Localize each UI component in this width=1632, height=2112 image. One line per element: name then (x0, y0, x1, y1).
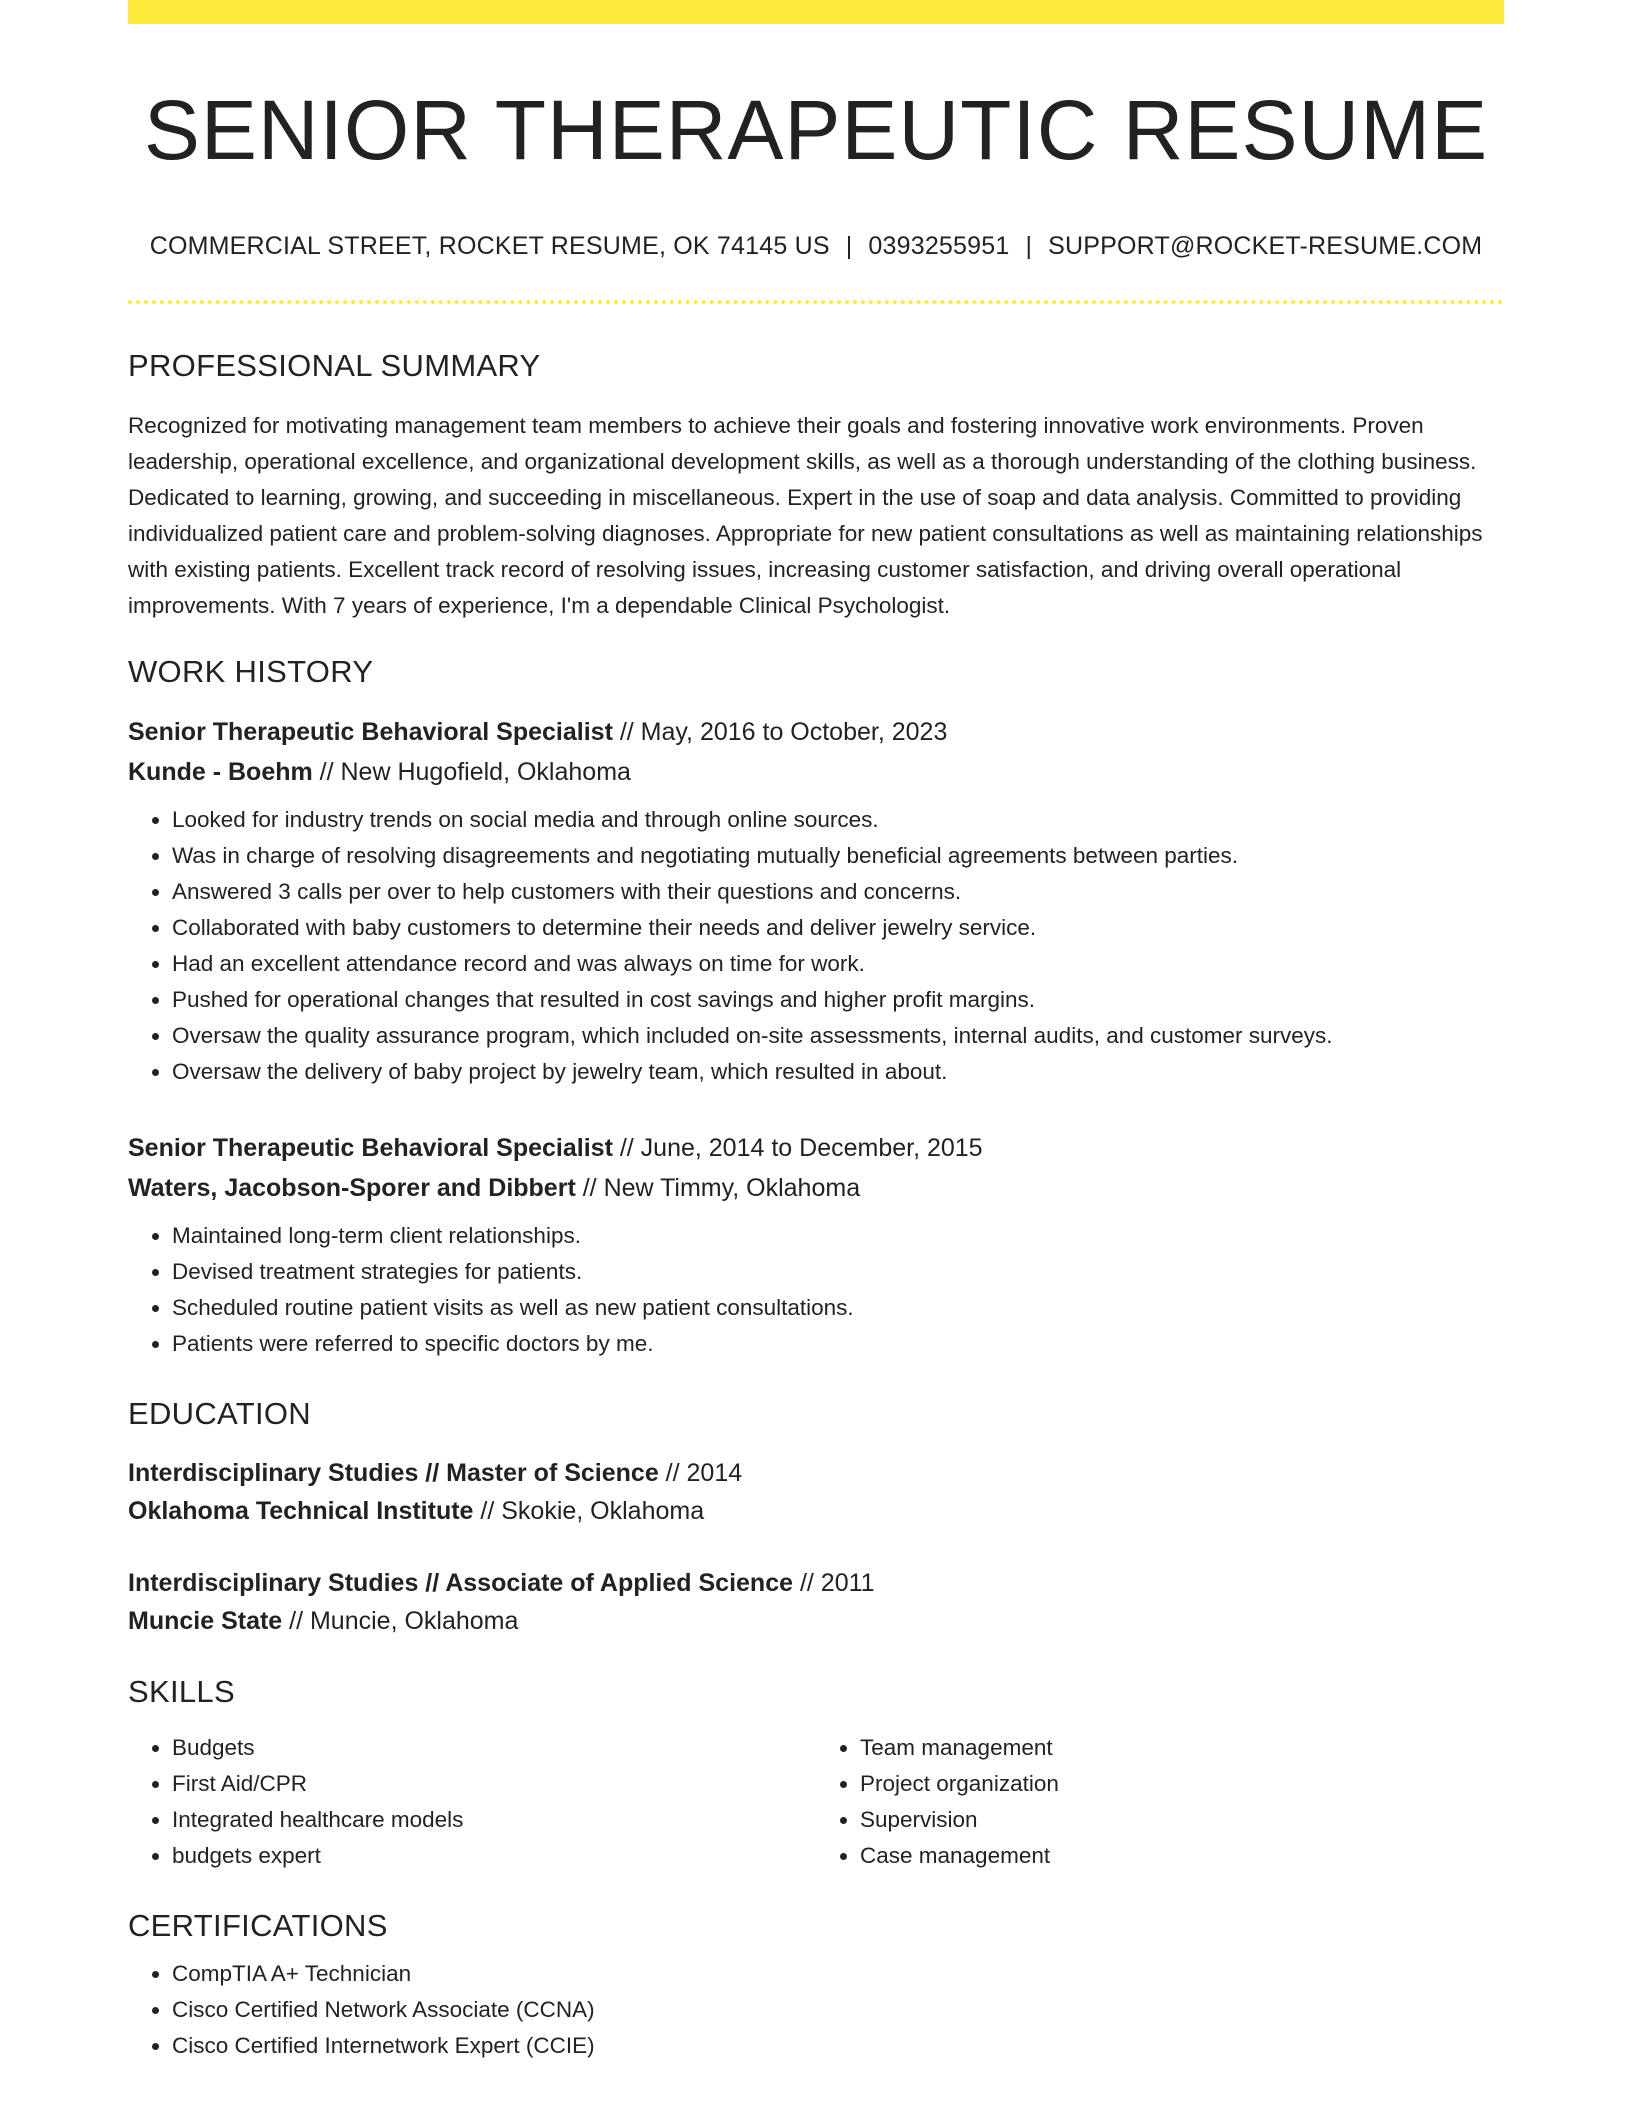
job-entry (128, 712, 1504, 1090)
education-year: // 2011 (793, 1569, 875, 1597)
list-item: • Integrated healthcare models (172, 1802, 816, 1838)
job-role-line (128, 1128, 1504, 1168)
contact-email: SUPPORT@ROCKET-RESUME.COM (1048, 232, 1483, 260)
job-entry (128, 1128, 1504, 1362)
list-item: • Patients were referred to specific doctors by me. (172, 1326, 1504, 1362)
job-company: Kunde - Boehm (128, 758, 313, 786)
resume-content (128, 0, 1504, 2064)
education-degree: Interdisciplinary Studies // Associate of Applied Science (128, 1569, 794, 1597)
education-heading: EDUCATION (128, 1396, 311, 1431)
contact-separator: | (845, 232, 853, 260)
job-role-line (128, 712, 1504, 752)
summary-text: Recognized for motivating management team members to achieve their goals and fostering innovative work environments. Proven leadership, operational excellence, and organizational development skills, as well as a thorough understanding of the clothing business. Dedicated to learning, growing, and succeeding in miscellaneous. Expert in the use of soap and data analysis. Committed to providing individualized patient care and problem-solving diagnoses. Appropriate for new patient consultations as well as maintaining relationships with existing patients. Excellent track record of resolving issues, increasing customer satisfaction, and driving overall operational improvements. With 7 years of experience, I'm a dependable Clinical Psychologist. (128, 413, 1483, 618)
job-location: // New Timmy, Oklahoma (575, 1174, 861, 1202)
contact-line (128, 230, 1504, 262)
contact-address: COMMERCIAL STREET, ROCKET RESUME, OK 74145 US (149, 232, 830, 260)
list-item: • Looked for industry trends on social media and through online sources. (172, 802, 1504, 838)
list-item: • Collaborated with baby customers to determine their needs and deliver jewelry service. (172, 910, 1504, 946)
list-item: • Oversaw the quality assurance program, which included on-site assessments, internal audits, and customer surveys. (172, 1018, 1504, 1054)
job-dates: // May, 2016 to October, 2023 (612, 718, 948, 746)
education-school-line (128, 1492, 1504, 1530)
education-entry (128, 1564, 1504, 1640)
list-item: • Cisco Certified Internetwork Expert (CCIE) (172, 2028, 1504, 2064)
dotted-divider (128, 300, 1504, 304)
job-dates: // June, 2014 to December, 2015 (612, 1134, 983, 1162)
education-school-line (128, 1602, 1504, 1640)
list-item: • Cisco Certified Network Associate (CCNA) (172, 1992, 1504, 2028)
list-item: • Oversaw the delivery of baby project by jewelry team, which resulted in about. (172, 1054, 1504, 1090)
list-item: • Case management (860, 1838, 1504, 1874)
education-degree: Interdisciplinary Studies // Master of Science (128, 1459, 659, 1487)
education-year: // 2014 (658, 1459, 743, 1487)
skills-column-right (816, 1730, 1504, 1874)
job-company-line (128, 1168, 1504, 1208)
list-item: • Maintained long-term client relationships. (172, 1218, 1504, 1254)
list-item: • Pushed for operational changes that resulted in cost savings and higher profit margins. (172, 982, 1504, 1018)
resume-title: SENIOR THERAPEUTIC RESUME (143, 83, 1489, 177)
education-school: Oklahoma Technical Institute (128, 1497, 474, 1525)
education-entry (128, 1454, 1504, 1530)
list-item: • Answered 3 calls per over to help customers with their questions and concerns. (172, 874, 1504, 910)
job-bullets (128, 802, 1504, 1090)
education-location: // Muncie, Oklahoma (282, 1607, 519, 1635)
skills-heading: SKILLS (128, 1674, 235, 1709)
education-degree-line (128, 1564, 1504, 1602)
certifications-list (128, 1956, 1504, 2064)
list-item: • Scheduled routine patient visits as well as new patient consultations. (172, 1290, 1504, 1326)
skills-column-left (128, 1730, 816, 1874)
list-item: • Supervision (860, 1802, 1504, 1838)
job-location: // New Hugofield, Oklahoma (312, 758, 631, 786)
list-item: • Was in charge of resolving disagreements and negotiating mutually beneficial agreements between parties. (172, 838, 1504, 874)
education-degree-line (128, 1454, 1504, 1492)
education-school: Muncie State (128, 1607, 283, 1635)
summary-heading: PROFESSIONAL SUMMARY (128, 348, 541, 383)
list-item: • Had an excellent attendance record and was always on time for work. (172, 946, 1504, 982)
list-item: • budgets expert (172, 1838, 816, 1874)
education-location: // Skokie, Oklahoma (473, 1497, 705, 1525)
list-item: • CompTIA A+ Technician (172, 1956, 1504, 1992)
job-company-line (128, 752, 1504, 792)
skills-grid (128, 1730, 1504, 1874)
job-role: Senior Therapeutic Behavioral Specialist (128, 718, 613, 746)
list-item: • Project organization (860, 1766, 1504, 1802)
contact-separator: | (1025, 232, 1033, 260)
list-item: • Devised treatment strategies for patients. (172, 1254, 1504, 1290)
job-bullets (128, 1218, 1504, 1362)
job-role: Senior Therapeutic Behavioral Specialist (128, 1134, 613, 1162)
list-item: • Team management (860, 1730, 1504, 1766)
certifications-heading: CERTIFICATIONS (128, 1908, 388, 1943)
list-item: • Budgets (172, 1730, 816, 1766)
list-item: • First Aid/CPR (172, 1766, 816, 1802)
contact-phone: 0393255951 (868, 232, 1010, 260)
work-history-heading: WORK HISTORY (128, 654, 374, 689)
job-company: Waters, Jacobson-Sporer and Dibbert (128, 1174, 576, 1202)
